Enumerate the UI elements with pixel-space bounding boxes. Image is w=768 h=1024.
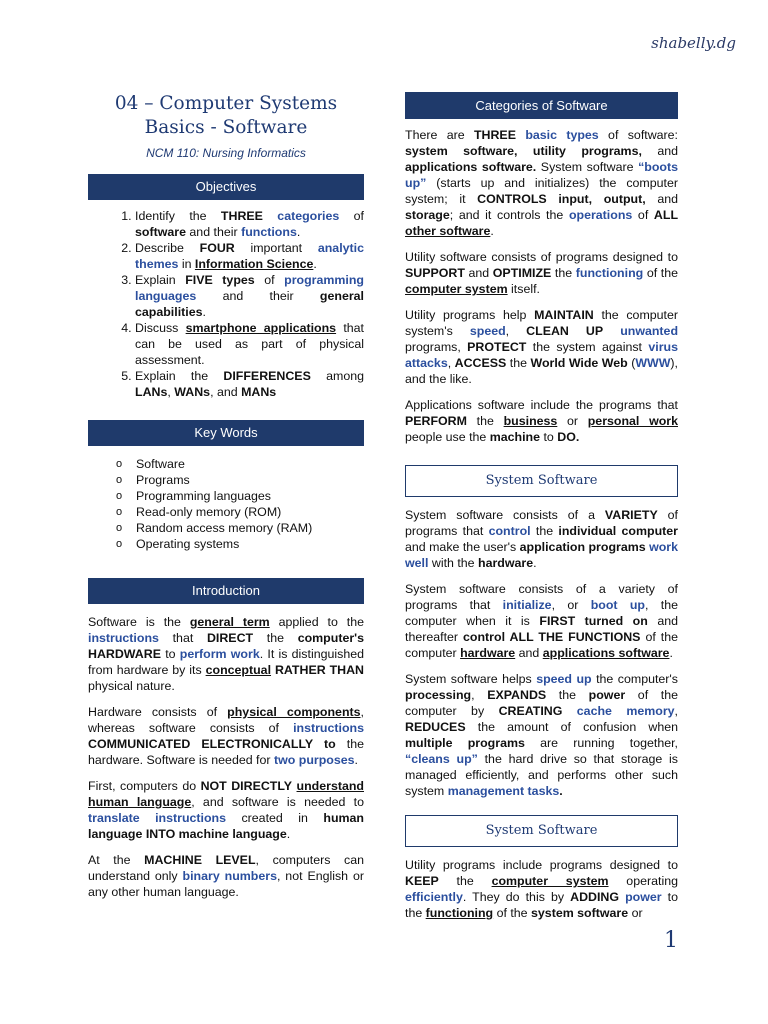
paragraph: System software consists of a VARIETY of programs that control the individual computer and make the user's application programs work well with the hardware.: [405, 508, 679, 570]
list-item: 3. Explain FIVE types of programming languages and their general capabilities.: [135, 272, 364, 320]
paragraph: At the MACHINE LEVEL, computers can understand only binary numbers, not English or any other human language.: [88, 853, 364, 899]
list-item: o Software: [136, 456, 364, 472]
keywords-heading: Key Words: [88, 420, 364, 446]
paragraph: System software consists of a variety of programs that initialize, or boot up, the computer when it is FIRST turned on and thereafter control ALL THE FUNCTIONS of the computer hardware and applications software.: [405, 582, 678, 660]
left-column: [88, 92, 364, 910]
list-item: o Operating systems: [136, 536, 364, 552]
page-title: 04 – Computer Systems Basics - Software: [114, 93, 338, 138]
paragraph: Hardware consists of physical components, whereas software consists of instructions COMMUNICATED ELECTRONICALLY to the hardware. Software is needed for two purposes.: [88, 705, 365, 767]
page-number: 1: [664, 928, 678, 953]
paragraph: Utility software consists of programs designed to SUPPORT and OPTIMIZE the functioning of the computer system itself.: [405, 250, 678, 296]
list-item: 4. Discuss smartphone applications that can be used as part of physical assessment.: [135, 320, 364, 368]
introduction-heading: Introduction: [88, 578, 364, 604]
paragraph: System software helps speed up the computer's processing, EXPANDS the power of the computer by CREATING cache memory, REDUCES the amount of confusion when multiple programs are running together, “cleans up” the hard drive so that storage is managed efficiently, and performs other such system management tasks.: [405, 672, 679, 798]
system-software-heading-2: System Software: [405, 815, 678, 847]
list-item: 5. Explain the DIFFERENCES among LANs, WANs, and MANs: [135, 368, 364, 400]
paragraph: First, computers do NOT DIRECTLY understand human language, and software is needed to translate instructions created in human language INTO machine language.: [88, 779, 364, 841]
paragraph: Utility programs help MAINTAIN the computer system's speed, CLEAN UP unwanted programs, PROTECT the system against virus attacks, ACCESS the World Wide Web (WWW), and the like.: [405, 308, 679, 386]
list-item: o Programs: [136, 472, 364, 488]
system-software-body: [405, 507, 678, 799]
system-software-heading: System Software: [405, 465, 678, 497]
keywords-list: [88, 456, 364, 552]
paragraph: Applications software include the programs that PERFORM the business or personal work people use the machine to DO.: [405, 398, 678, 444]
signature: shabelly.dg: [651, 34, 736, 52]
course-subtitle: NCM 110: Nursing Informatics: [146, 146, 306, 160]
objectives-heading: Objectives: [88, 174, 364, 200]
list-item: 2. Describe FOUR important analytic themes in Information Science.: [135, 240, 364, 272]
utility-body: [405, 857, 678, 921]
paragraph: Utility programs include programs designed to KEEP the computer system operating efficiently. They do this by ADDING power to the functioning of the system software or: [405, 858, 678, 920]
list-item: o Programming languages: [136, 488, 364, 504]
paragraph: Software is the general term applied to the instructions that DIRECT the computer's HARDWARE to perform work. It is distinguished from hardware by its conceptual RATHER THAN physical nature.: [88, 615, 364, 693]
introduction-body: [88, 614, 364, 900]
list-item: 1. Identify the THREE categories of software and their functions.: [135, 208, 364, 240]
categories-body: [405, 127, 678, 445]
categories-heading: Categories of Software: [405, 92, 678, 119]
objectives-list: [88, 208, 364, 400]
paragraph: There are THREE basic types of software: system software, utility programs, and applications software. System software “boots up” (starts up and initializes) the computer system; it CONTROLS input, output, and storage; and it controls the operations of ALL other software.: [405, 128, 679, 238]
list-item: o Read-only memory (ROM): [136, 504, 364, 520]
list-item: o Random access memory (RAM): [136, 520, 364, 536]
right-column: [405, 92, 678, 931]
